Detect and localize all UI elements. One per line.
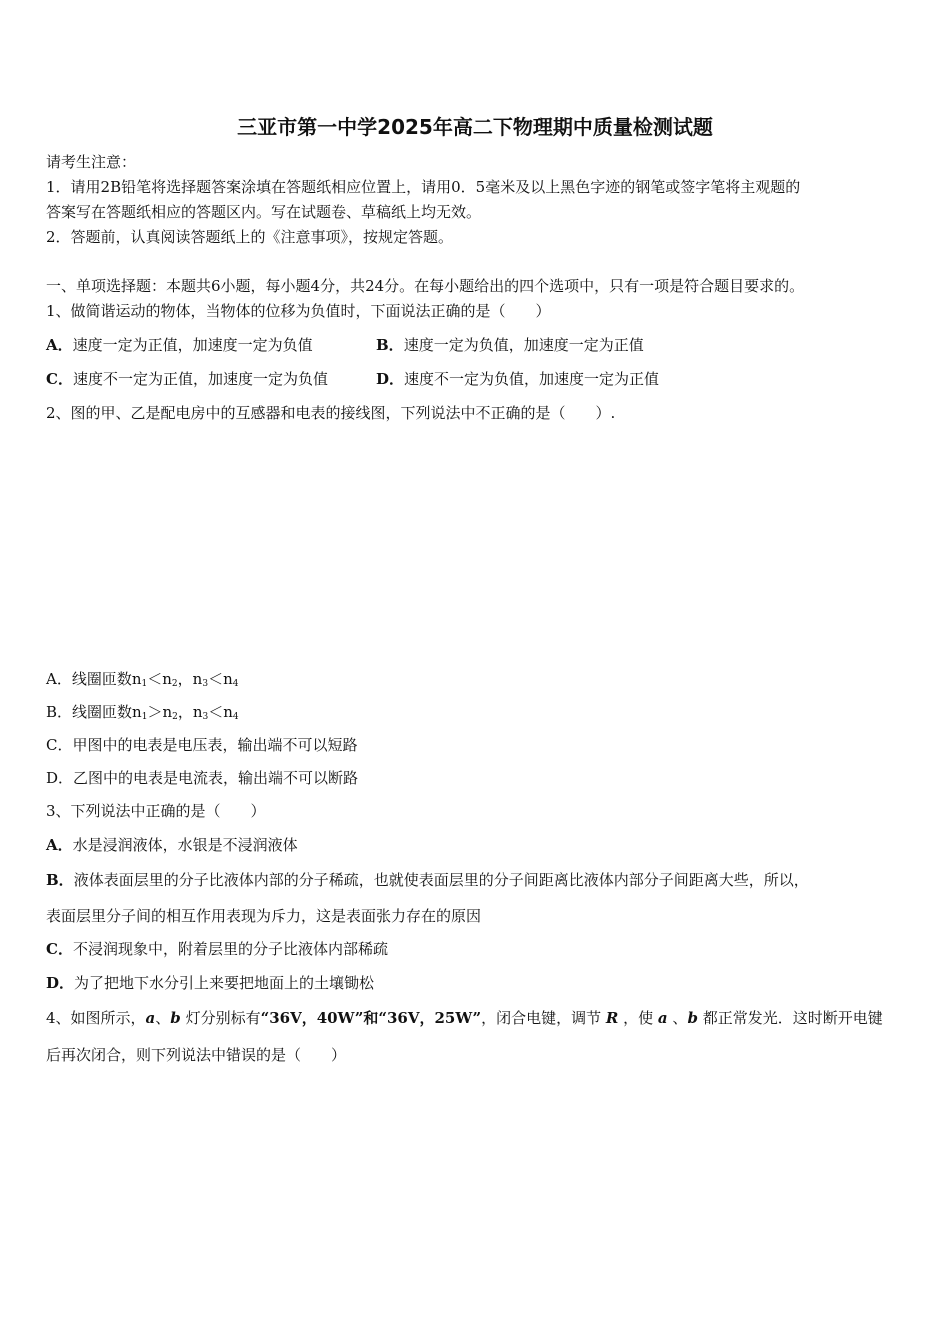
symbol: n: [131, 670, 142, 688]
stem-text: 、: [667, 1009, 688, 1027]
question-2-stem: 2、图的甲、乙是配电房中的互感器和电表的接线图，下列说法中不正确的是（ ）.: [46, 404, 616, 422]
section-heading: 一、单项选择题：本题共6小题，每小题4分，共24分。在每小题给出的四个选项中，只有一项是符合题目要求的。: [46, 277, 805, 295]
question-3-option-a: [46, 835, 298, 855]
question-3-option-d: [46, 973, 374, 993]
symbol: ，n: [177, 703, 203, 721]
question-4-stem-continued: 后再次闭合，则下列说法中错误的是（ ）: [46, 1046, 347, 1064]
subscript: 4: [232, 712, 239, 722]
option-text: 速度一定为正值，加速度一定为负值: [72, 336, 313, 354]
lamp-spec: “36V，40W”和“36V，25W”: [260, 1009, 482, 1027]
page-title: 三亚市第一中学2025年高二下物理期中质量检测试题: [237, 115, 713, 139]
option-label: B．: [46, 871, 74, 889]
subscript: 1: [141, 712, 148, 722]
symbol: n: [132, 703, 142, 721]
option-label: C．: [46, 370, 73, 388]
subscript: 3: [202, 712, 209, 722]
option-text: 速度不一定为正值，加速度一定为负值: [72, 370, 328, 388]
stem-text: ，闭合电键，调节: [481, 1009, 606, 1027]
notice-item-2: 2．答题前，认真阅读答题纸上的《注意事项》，按规定答题。: [46, 228, 454, 246]
notice-item-1-continued: 答案写在答题纸相应的答题区内。写在试题卷、草稿纸上均无效。: [46, 203, 482, 221]
subscript: 1: [141, 679, 148, 689]
stem-text: 都正常发光．这时断开电键: [697, 1009, 883, 1027]
option-text: 液体表面层里的分子比液体内部的分子稀疏，也就使表面层里的分子间距离比液体内部分子间距离大些，所以，: [73, 871, 809, 889]
question-3-option-b-continued: 表面层里分子间的相互作用表现为斥力，这是表面张力存在的原因: [46, 907, 482, 925]
subscript: 4: [232, 679, 239, 689]
question-2-option-b: [46, 702, 239, 727]
symbol: ，n: [177, 670, 203, 688]
option-text: 为了把地下水分引上来要把地面上的土壤锄松: [74, 974, 375, 992]
question-2-figure-area: [46, 432, 906, 662]
question-1-stem: 1、做简谐运动的物体，当物体的位移为负值时，下面说法正确的是（ ）: [46, 302, 551, 320]
option-label: A．: [46, 336, 73, 354]
question-3-stem: 3、下列说法中正确的是（ ）: [46, 802, 266, 820]
option-text: 不浸润现象中，附着层里的分子比液体内部稀疏: [72, 940, 388, 958]
stem-text: 灯分别标有: [180, 1009, 261, 1027]
option-text: 速度不一定为负值，加速度一定为正值: [404, 370, 660, 388]
symbol-b: b: [170, 1009, 181, 1027]
question-2-option-a: [46, 669, 238, 694]
subscript: 2: [172, 712, 178, 722]
question-4-figure-area: [46, 1076, 906, 1276]
stem-text: 、: [155, 1009, 171, 1027]
option-text: 速度一定为负值，加速度一定为正值: [403, 336, 644, 354]
symbol-b: b: [687, 1009, 698, 1027]
symbol-r: R: [605, 1009, 619, 1027]
option-label: D．: [376, 370, 405, 388]
question-3-option-c: [46, 939, 388, 959]
question-2-option-d: D．乙图中的电表是电流表，输出端不可以断路: [46, 769, 359, 787]
option-label: C．: [46, 940, 73, 958]
stem-text: 4、如图所示，: [46, 1009, 146, 1027]
question-3-option-b: [46, 870, 809, 890]
notice-item-1: 1．请用2B铅笔将选择题答案涂填在答题纸相应位置上，请用0．5毫米及以上黑色字迹的钢笔或签字笔将主观题的: [46, 178, 801, 196]
symbol: ＜n: [208, 670, 233, 688]
subscript: 2: [171, 679, 178, 689]
question-1-option-c: [46, 369, 328, 389]
symbol: ＜n: [208, 703, 233, 721]
question-1-option-b: [376, 335, 644, 355]
symbol: ＜n: [147, 670, 172, 688]
option-label: A．: [46, 836, 73, 854]
symbol-a: a: [145, 1009, 156, 1027]
subscript: 3: [202, 679, 209, 689]
stem-text: ，使: [618, 1009, 658, 1027]
question-1-option-a: [46, 335, 313, 355]
option-text: 水是浸润液体，水银是不浸润液体: [72, 836, 298, 854]
question-2-option-c: C．甲图中的电表是电压表，输出端不可以短路: [46, 736, 358, 754]
option-text: A．线圈匝数: [46, 670, 132, 688]
question-4-stem: [46, 1008, 883, 1028]
option-label: B．: [376, 336, 404, 354]
symbol: ＞n: [147, 703, 173, 721]
symbol-a: a: [657, 1009, 668, 1027]
notice-heading: 请考生注意：: [46, 153, 137, 171]
option-text: B．线圈匝数: [46, 703, 133, 721]
option-label: D．: [46, 974, 75, 992]
question-1-option-d: [376, 369, 659, 389]
